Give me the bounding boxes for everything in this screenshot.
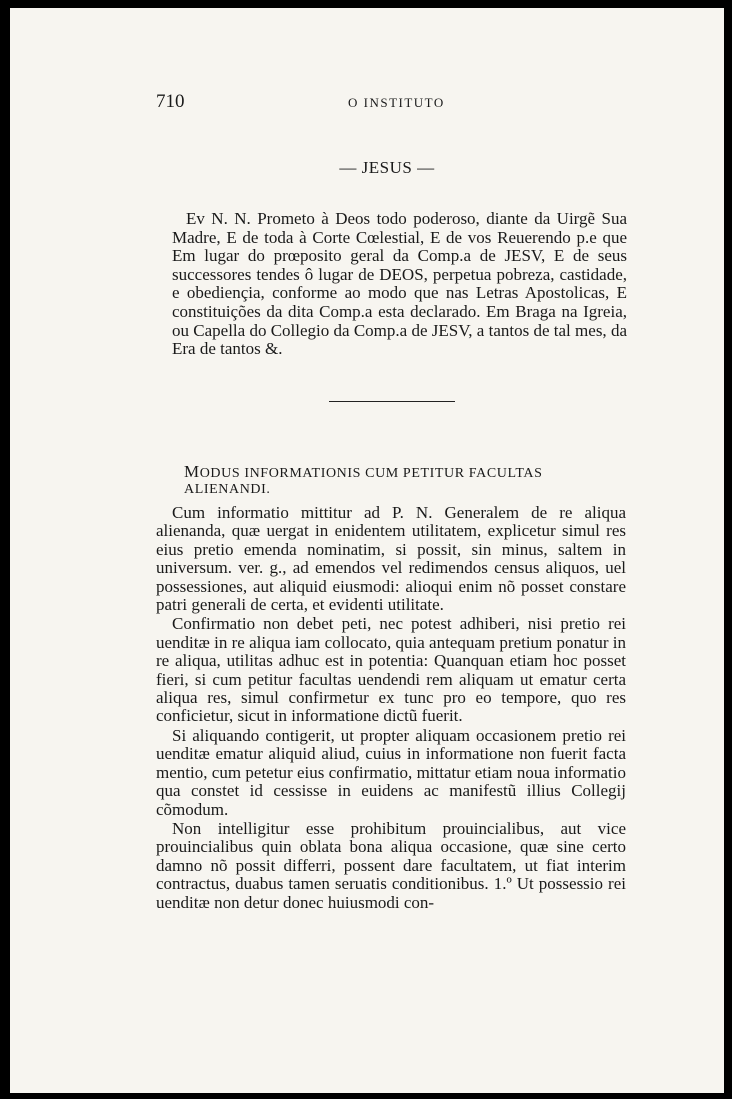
- section-divider: [329, 401, 455, 402]
- profession-paragraph: Ev N. N. Prometo à Deos todo poderoso, diante da Uirgẽ Sua Madre, E de toda à Corte Cœlestial, E de vos Reuerendo p.e que Em lugar do prœposito geral da Comp.a de JESV, E de seus successores tendes ô lugar de DEOS, perpetua pobreza, castidade, e obediençia, conforme ao modo que nas Letras Apostolicas, E constituições da dita Comp.a esta declarado. Em Braga na Igreia, ou Capella do Collegio da Comp.a de JESV, a tantos de tal mes, da Era de tantos &.: [172, 209, 627, 359]
- body-text: [156, 504, 626, 913]
- page-header: [156, 91, 596, 115]
- running-head: O INSTITUTO: [348, 95, 445, 110]
- body-paragraph-3: Si aliquando contigerit, ut propter aliquam occasionem pretio rei uenditæ ematur aliquid aliud, cuius in informatione non fuerit facta mentio, cum petetur eius confirmatio, mittatur etiam noua informatio qua constet id cessisse in euidens ac manifestũ illius Collegij cõmodum.: [156, 725, 626, 819]
- section-title: [184, 462, 624, 498]
- profession-formula: [172, 210, 627, 359]
- section-title-rest: ODUS INFORMATIONIS CUM PETITUR FACULTAS ALIENANDI.: [184, 466, 543, 497]
- page-number: 710: [156, 91, 185, 112]
- book-page: [10, 8, 724, 1093]
- section-title-initial: M: [184, 462, 200, 481]
- body-paragraph-1: Cum informatio mittitur ad P. N. Generalem de re aliqua alienanda, quæ uergat in enidentem utilitatem, explicetur simul res eius pretio emenda nominatim, si possit, sin minus, saltem in universum. ver. g., ad emendos vel redimendos census aliquos, uel possessiones, aut aliquid eiusmodi: alioqui enim nõ posset constare patri generali de certa, et evidenti utilitate.: [156, 503, 626, 615]
- body-paragraph-2: Confirmatio non debet peti, nec potest adhiberi, nisi pretio rei uenditæ in re aliqua iam collocato, quia antequam pretium ponatur in re aliqua, utilitas adhuc est in potentia: Quanquan etiam hoc posset fieri, si cum petitur facultas uendendi rem aliquam ut ematur certa aliqua res, simul confirmetur ex tunc pro eo tempore, quo res conficietur, sicut in informatione dictũ fuerit.: [156, 614, 626, 726]
- body-paragraph-4: Non intelligitur esse prohibitum prouincialibus, aut vice prouincialibus quin oblata bona aliqua occasione, quæ sine certo damno nõ possit differri, possent dare facultatem, ut fiat interim contractus, duabus tamen seruatis conditionibus. 1.º Ut possessio rei uenditæ non detur donec huiusmodi con-: [156, 818, 626, 912]
- jesus-heading: — JESUS —: [339, 158, 435, 177]
